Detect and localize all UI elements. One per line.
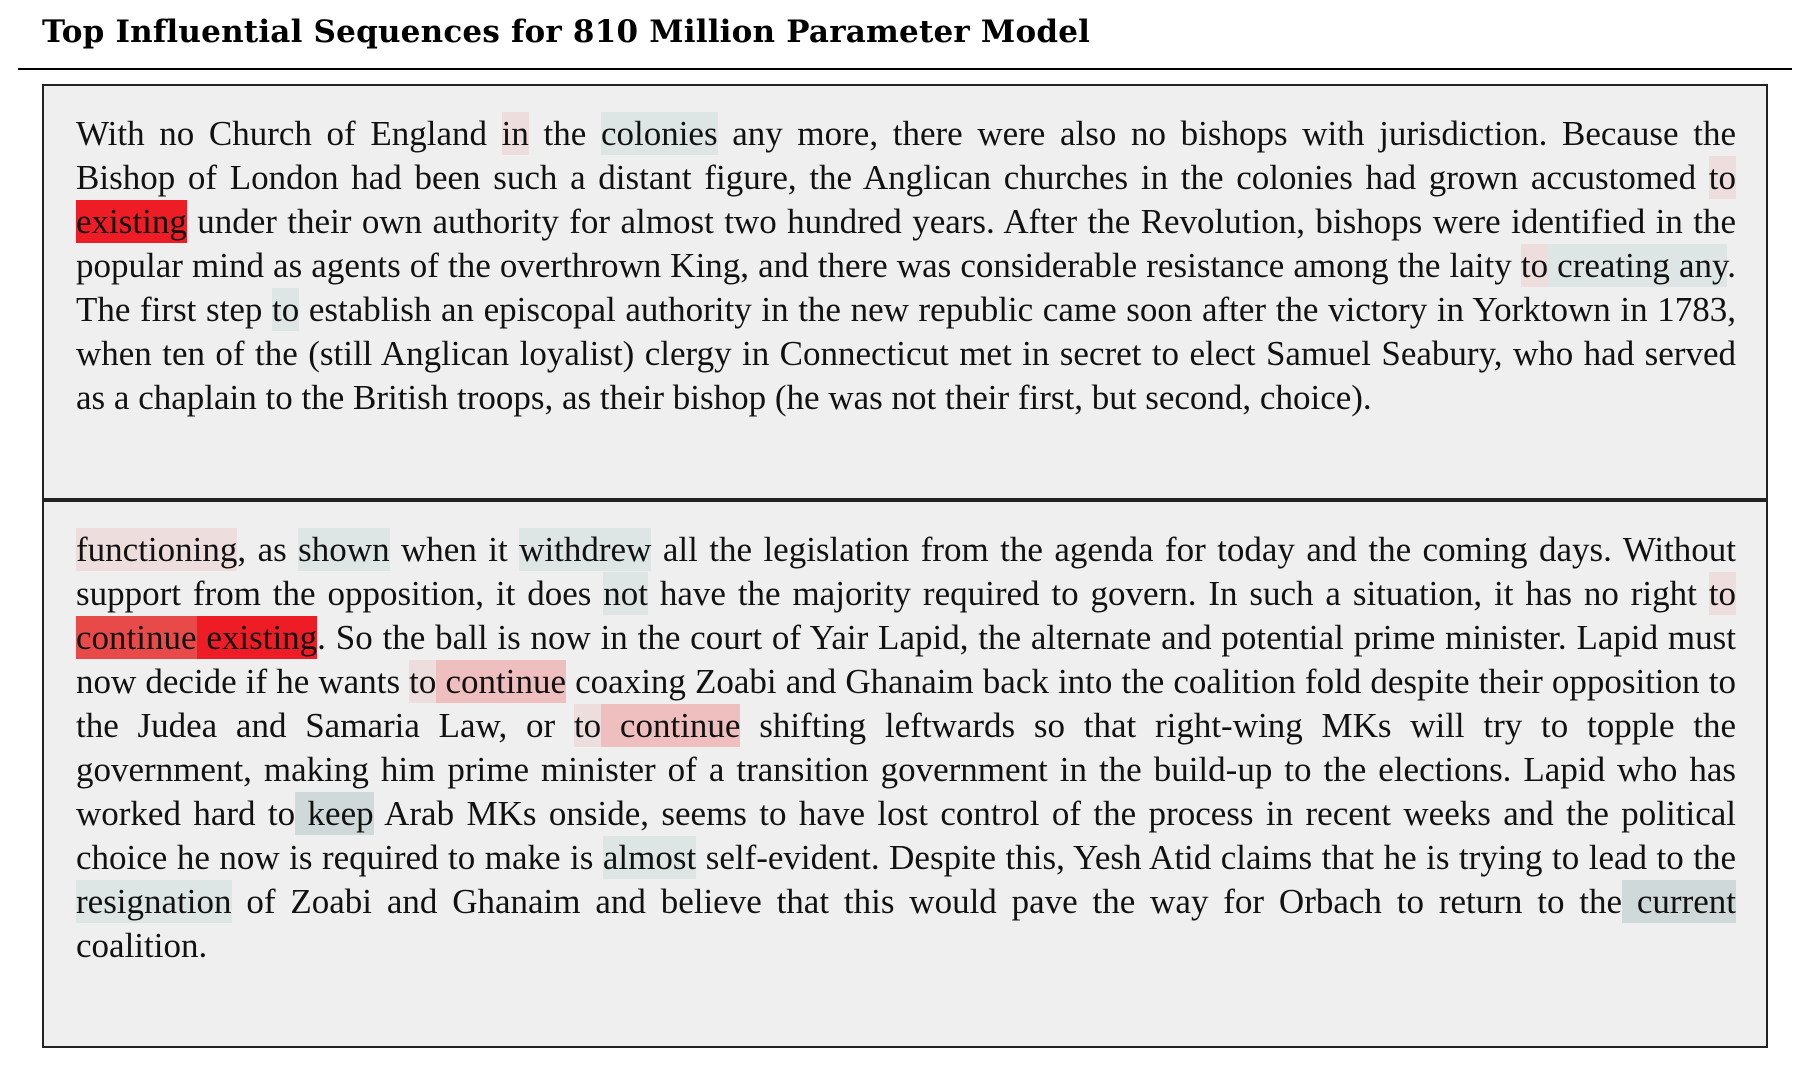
- highlighted-token: to: [409, 662, 437, 701]
- text-span: coaxing Zoabi and Ghanaim back into the coalition fold despite their opposition to the Judea and Samaria Law, or: [76, 662, 1736, 745]
- highlighted-token: not: [603, 574, 648, 613]
- highlighted-token: creating any: [1548, 246, 1728, 285]
- highlighted-token: to: [272, 290, 300, 329]
- text-span: shifting leftwards so that right-wing MKs will try to topple the government, making him prime minister of a transition government in the build-up to the elections. Lapid who has worked hard to: [76, 706, 1736, 833]
- sequence-box-2: [42, 500, 1768, 1048]
- text-span: establish an episcopal authority in the new republic came soon after the victory in Yorktown in 1783, when ten of the (still Anglican loyalist) clergy in Connecticut met in secret to elect Samuel Seabury, who had served as a chaplain to the British troops, as their bishop (he was not their first, but second, choice).: [76, 290, 1736, 417]
- text-span: any more, there were also no bishops with jurisdiction. Because the Bishop of London had been such a distant figure, the Anglican churches in the colonies had grown accustomed: [76, 114, 1736, 197]
- highlighted-token: almost: [602, 838, 697, 877]
- text-span: Arab MKs onside, seems to have lost control of the process in recent weeks and the political choice he now is required to make is: [76, 794, 1736, 877]
- highlighted-token: keep: [295, 794, 374, 833]
- text-span: under their own authority for almost two hundred years. After the Revolution, bishops were identified in the popular mind as agents of the overthrown King, and there was considerable resistance among the laity: [76, 202, 1736, 285]
- text-span: have the majority required to govern. In such a situation, it has no right: [647, 574, 1709, 613]
- highlighted-token: resignation: [76, 882, 232, 921]
- highlighted-token: current: [1622, 882, 1736, 921]
- text-span: . So the ball is now in the court of Yair Lapid, the alternate and potential prime minister. Lapid must now decide if he wants: [76, 618, 1736, 701]
- title-rule: [18, 68, 1792, 70]
- sequence-box-1: [42, 84, 1768, 502]
- highlighted-token: to: [1520, 246, 1549, 285]
- highlighted-token: to: [573, 706, 602, 745]
- highlighted-token: withdrew: [519, 530, 652, 569]
- text-span: all the legislation from the agenda for today and the coming days. Without support from the opposition, it does: [76, 530, 1737, 613]
- text-span: when it: [389, 530, 520, 569]
- text-span: of Zoabi and Ghanaim and believe that this would pave the way for Orbach to return to the: [231, 882, 1623, 921]
- highlighted-token: existing: [196, 618, 318, 657]
- highlighted-token: continue: [76, 618, 197, 657]
- sequence-text-1: [76, 112, 1736, 420]
- text-span: , as: [237, 530, 299, 569]
- text-span: self-evident. Despite this, Yesh Atid claims that he is trying to lead to the: [696, 838, 1736, 877]
- highlighted-token: to: [1708, 574, 1736, 613]
- text-span: coalition.: [76, 926, 208, 965]
- text-span: the: [528, 114, 601, 153]
- sequence-text-2: [76, 528, 1736, 968]
- text-span: . The first step: [76, 246, 1736, 329]
- text-span: With no Church of England: [76, 114, 502, 153]
- highlighted-token: continue: [436, 662, 567, 701]
- highlighted-token: continue: [601, 706, 741, 745]
- highlighted-token: existing: [76, 202, 187, 241]
- highlighted-token: in: [501, 114, 529, 153]
- highlighted-token: shown: [298, 530, 390, 569]
- figure-title: Top Influential Sequences for 810 Million Parameter Model: [42, 14, 1091, 50]
- highlighted-token: functioning: [76, 530, 238, 569]
- highlighted-token: to: [1708, 158, 1736, 197]
- highlighted-token: colonies: [600, 114, 718, 153]
